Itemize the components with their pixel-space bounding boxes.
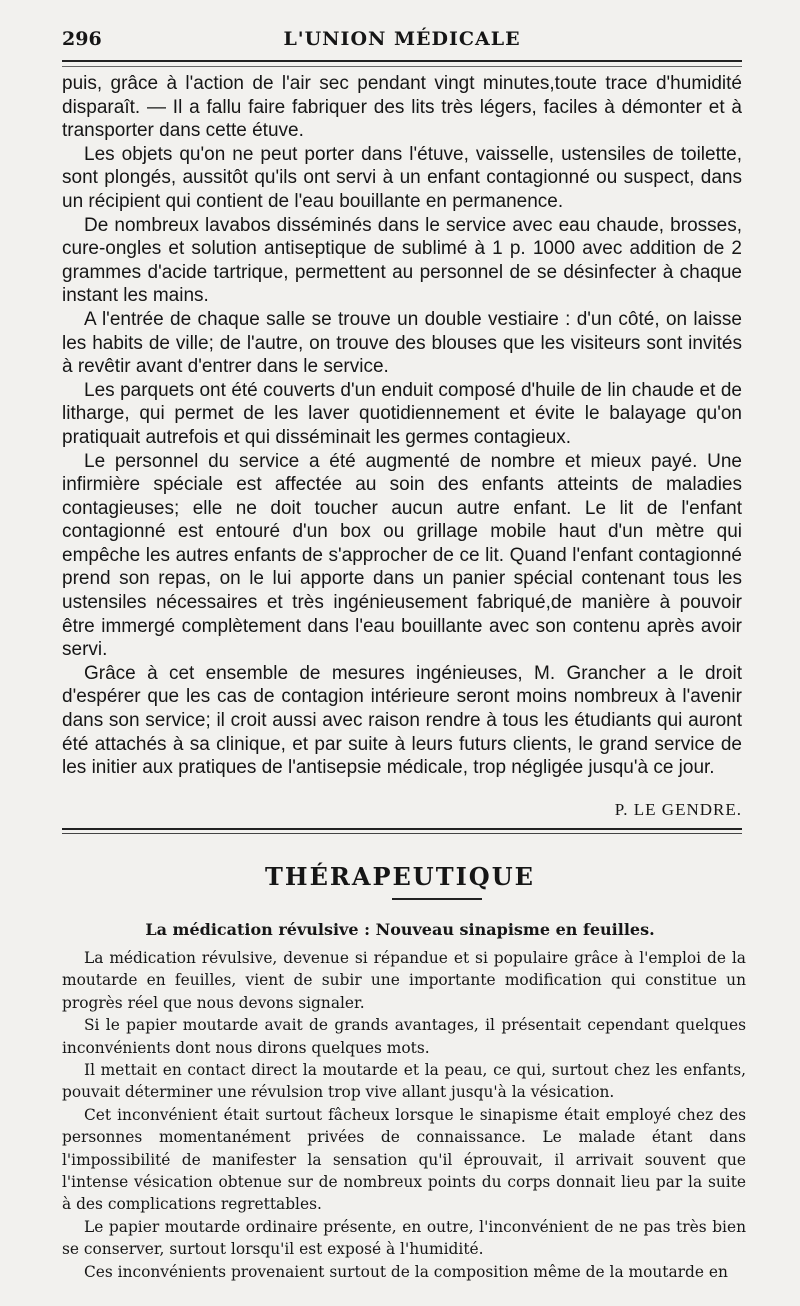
running-title: L'UNION MÉDICALE	[283, 28, 521, 50]
section-paragraph: La médication révulsive, devenue si répandue et si populaire grâce à l'emploi de la moutarde en feuilles, vient de subir une importante modification qui constitue un progrès réel que nous devons signaler.	[62, 949, 746, 1012]
header-rule	[62, 60, 742, 62]
article-paragraph: Les objets qu'on ne peut porter dans l'étuve, vaisselle, ustensiles de toilette, sont plongés, aussitôt qu'ils ont servi à un enfant contagionné ou suspect, dans un récipient qui contient de l'eau bouillante en permanence.	[62, 143, 742, 212]
section-paragraph: Cet inconvénient était surtout fâcheux lorsque le sinapisme était employé chez des personnes momentanément privées de connaissance. Le malade étant dans l'impossibilité de manifester la sensation qu'il éprouvait, il arrivait souvent que l'intense vésication obtenue sur de nombreux points du corps donnait lieu par la suite à des complications regrettables.	[62, 1105, 746, 1214]
subsection-title: La médication révulsive : Nouveau sinapisme en feuilles.	[145, 920, 655, 939]
page-number: 296	[62, 28, 102, 50]
section-title-underline	[392, 898, 482, 900]
article-body	[62, 72, 742, 780]
article-paragraph: A l'entrée de chaque salle se trouve un double vestiaire : d'un côté, on laisse les habits de ville; de l'autre, on trouve des blouses que les visiteurs sont invités à revêtir avant d'entrer dans le service.	[62, 308, 742, 378]
section-divider	[62, 828, 742, 830]
header-rule-thin	[62, 66, 742, 67]
section-paragraph: Le papier moutarde ordinaire présente, en outre, l'inconvénient de ne pas très bien se conserver, surtout lorsqu'il est exposé à l'humidité.	[62, 1217, 746, 1259]
section-paragraph: Ces inconvénients provenaient surtout de la composition même de la moutarde en	[84, 1262, 728, 1281]
section-body	[62, 947, 746, 1283]
article-paragraph: De nombreux lavabos disséminés dans le service avec eau chaude, brosses, cure-ongles et solution antiseptique de sublimé à 1 p. 1000 avec addition de 2 grammes d'acide tartrique, permettent au personnel de se désinfecter à chaque instant les mains.	[62, 214, 742, 307]
article-paragraph: Les parquets ont été couverts d'un enduit composé d'huile de lin chaude et de litharge, qui permet de les laver quotidiennement et évite le balayage qu'on pratiquait autrefois et qui disséminait les germes contagieux.	[62, 379, 742, 448]
section-divider-thin	[62, 833, 742, 834]
article-paragraph: Grâce à cet ensemble de mesures ingénieuses, M. Grancher a le droit d'espérer que les cas de contagion intérieure seront moins nombreux à l'avenir dans son service; il croit aussi avec raison rendre à tous les étudiants qui auront été attachés à sa clinique, et par suite à leurs futurs clients, le grand service de les initier aux pratiques de l'antisepsie médicale, trop négligée jusqu'à ce jour.	[62, 662, 742, 779]
page-header	[62, 28, 742, 54]
section-paragraph: Si le papier moutarde avait de grands avantages, il présentait cependant quelques inconvénients dont nous dirons quelques mots.	[62, 1016, 746, 1057]
author-signature: P. LE GENDRE.	[614, 800, 742, 819]
section-paragraph: Il mettait en contact direct la moutarde et la peau, ce qui, surtout chez les enfants, pouvait déterminer une révulsion trop vive allant jusqu'à la vésication.	[62, 1061, 746, 1102]
article-paragraph: Le personnel du service a été augmenté de nombre et mieux payé. Une infirmière spéciale est affectée au soin des enfants atteints de maladies contagieuses; elle ne doit toucher aucun autre enfant. Le lit de l'enfant contagionné est entouré d'un box ou grillage mobile haut d'un mètre qui empêche les autres enfants de s'approcher de ce lit. Quand l'enfant contagionné prend son repas, on le lui apporte dans un panier spécial contenant tous les ustensiles nécessaires et très ingénieusement fabriqué,de manière à pouvoir être immergé complètement dans l'eau bouillante avec son contenu après avoir servi.	[62, 450, 742, 661]
article-paragraph: puis, grâce à l'action de l'air sec pendant vingt minutes,toute trace d'humidité disparaît. — Il a fallu faire fabriquer des lits très légers, faciles à démonter et à transporter dans cette étuve.	[62, 73, 742, 142]
section-title: THÉRAPEUTIQUE	[265, 862, 535, 891]
